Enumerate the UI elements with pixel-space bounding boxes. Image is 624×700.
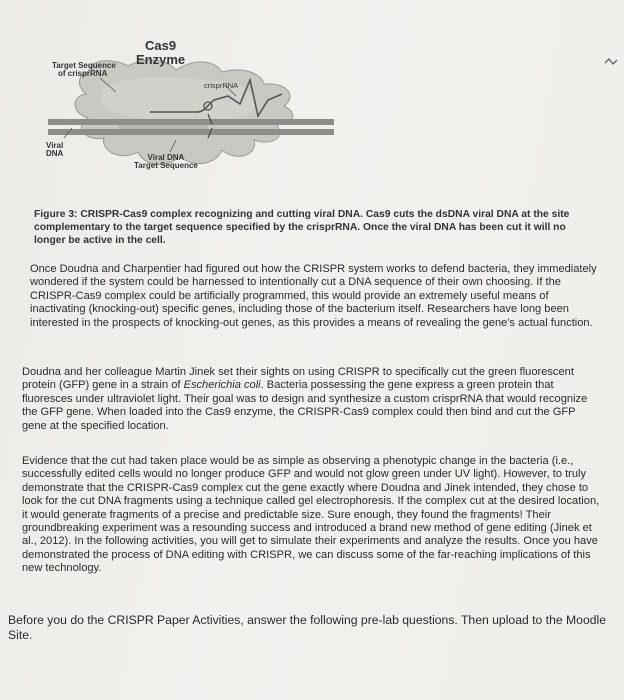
viral-target-label	[134, 154, 198, 171]
viral-dna-label	[46, 142, 63, 159]
figure-caption	[34, 208, 594, 247]
p2-text-before: Doudna and her colleague Martin Jinek set their sights on using CRISPR to specifically cut the green fluorescent protein (GFP) gene in a strain of	[22, 366, 574, 392]
p2-text-after: . Bacteria possessing the gene express a green protein that fluoresces under ultraviolet light. Their goal was to design and synthesize a custom crisprRNA that would recognize the GFP gene. When loaded into the Cas9 enzyme, the CRISPR-Cas9 complex could then bind and cut the GFP gene at the specified location.	[22, 379, 588, 432]
dna-target-region	[118, 125, 208, 129]
viral-label-line2: DNA	[46, 149, 64, 159]
crisprrna-label: crisprRNA	[204, 81, 239, 90]
dna-strand-bottom	[48, 129, 334, 135]
target-label-line2: of crisprRNA	[58, 69, 108, 79]
viral-target-line1: Viral DNA	[147, 153, 185, 162]
viral-label-line1: Viral	[46, 141, 64, 150]
paragraph-evidence: Evidence that the cut had taken place would be as simple as observing a phenotypic change in the bacteria (i.e., successfully edited cells would no longer produce GFP and would not glow green under UV light). However, to truly demonstrate that the CRISPR-Cas9 complex cut the gene exactly where Doudna and Jinek intended, they chose to look for the cut DNA fragments using a technique called gel electrophoresis. If the complex cut at the desired location, it would generate fragments of a precise and predictable size. Sure enough, they found the fragments! Their groundbreaking experiment was a resounding success and introduced a brand new method of gene editing (Jinek et al., 2012). In the following activities, you will get to simulate their experiments and analyze the results. Once you have demonstrated the process of DNA editing with CRISPR, we can discuss some of the far-reaching implications of this new technology.	[22, 455, 600, 575]
viral-target-line2: Target Sequence	[134, 161, 198, 171]
edge-scribble-icon	[604, 54, 618, 72]
cas9-label-line1: Cas9	[145, 38, 177, 53]
target-sequence-label	[52, 62, 116, 79]
caption-figure-number: Figure 3:	[34, 209, 78, 220]
caption-text: CRISPR-Cas9 complex recognizing and cutting viral DNA. Cas9 cuts the dsDNA viral DNA at the site complementary to the target sequence specified by the crisprRNA. Once the viral DNA has been cut it will no longer be active in the cell.	[34, 209, 570, 246]
p2-species-name: Escherichia coli	[183, 379, 261, 392]
paragraph-gfp-experiment	[22, 366, 602, 433]
cas9-label-line2: Enzyme	[136, 51, 186, 67]
paragraph-crispr-defense: Once Doudna and Charpentier had figured out how the CRISPR system works to defend bacteria, they immediately wondered if the system could be harnessed to intentionally cut a DNA sequence of their own choosing. If the CRISPR-Cas9 complex could be artificially programmed, this would provide an extremely useful means of inactivating (knocking-out) specific genes, including those of the bacterium itself. Researchers have long been interested in the prospects of knocking-out genes, as this provides a means of revealing the gene's actual function.	[30, 263, 597, 329]
dna-strand-top	[48, 119, 334, 125]
figure-cas9-diagram	[0, 0, 624, 200]
cas9-diagram-graphic	[0, 0, 624, 200]
paragraph-prelab-instructions: Before you do the CRISPR Paper Activities, answer the following pre-lab questions. Then upload to the Moodle Site.	[8, 613, 606, 642]
cas9-enzyme-label	[136, 39, 185, 66]
target-label-line1: Target Sequence	[52, 61, 116, 70]
